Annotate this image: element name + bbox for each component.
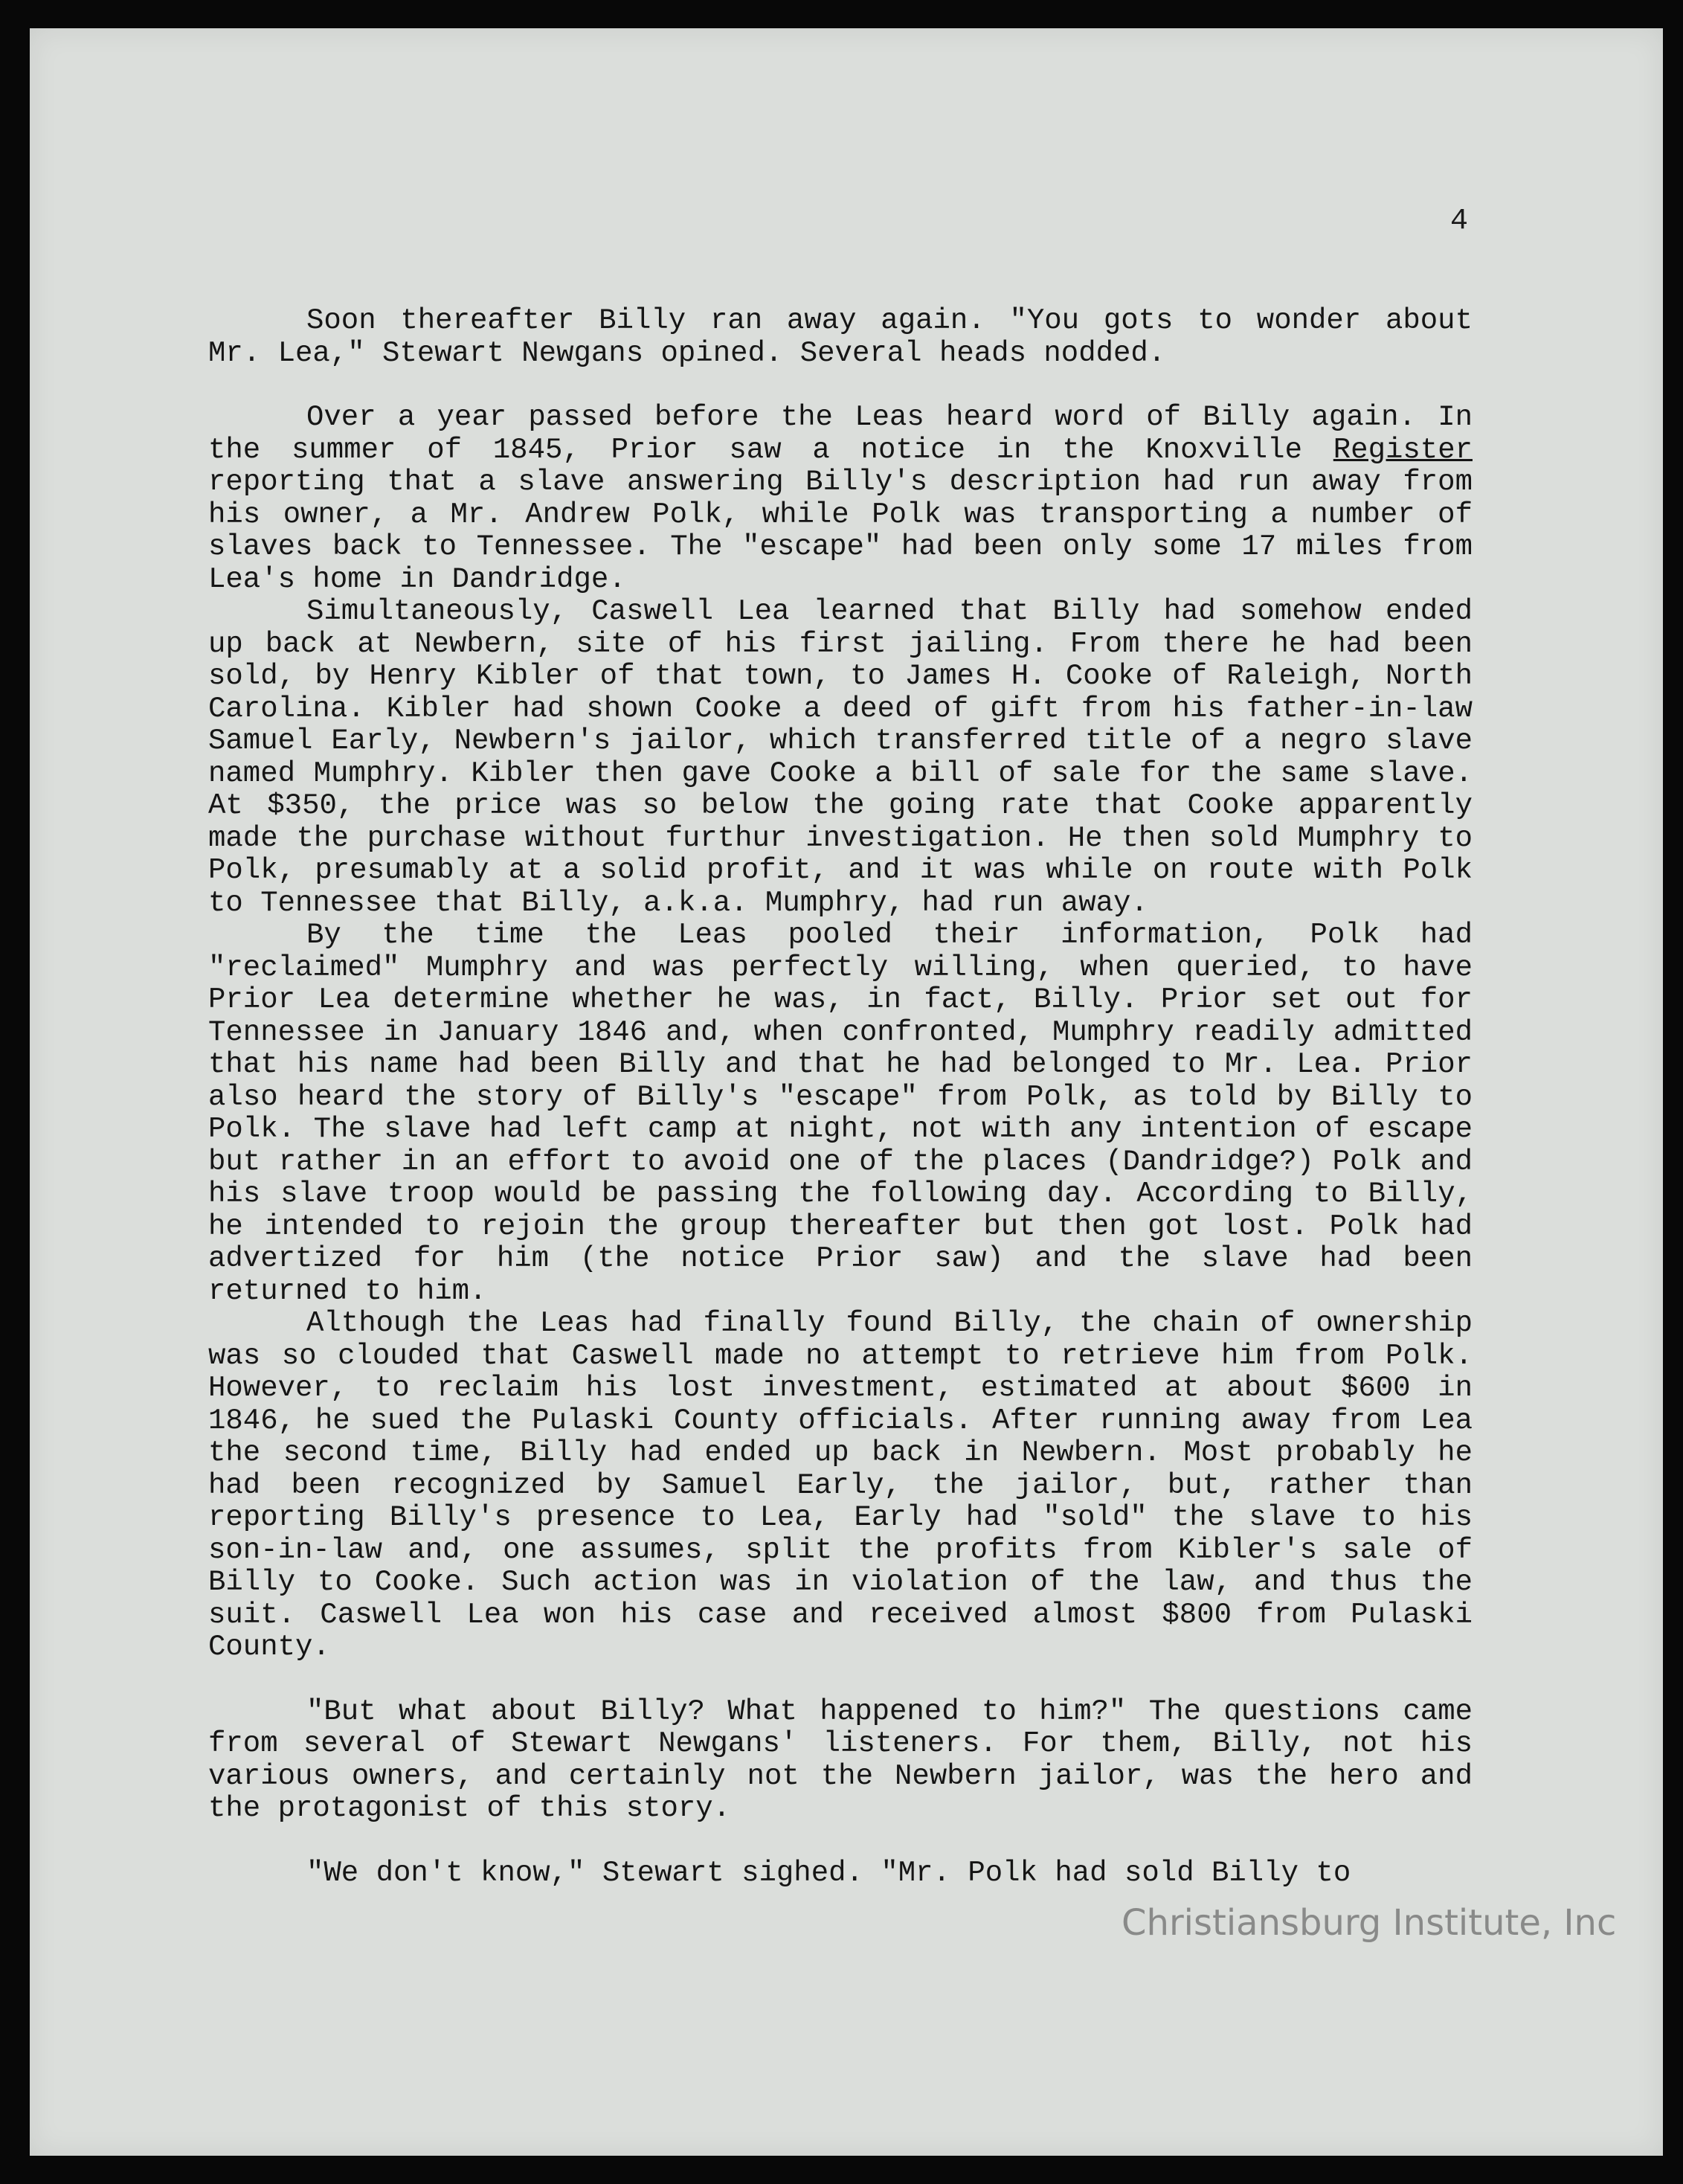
page-number: 4 <box>1450 205 1469 238</box>
paragraph-2 <box>208 402 1473 596</box>
newspaper-title: Register <box>1333 433 1473 466</box>
watermark: Christiansburg Institute, Inc <box>1122 1902 1617 1944</box>
paragraph-3: Simultaneously, Caswell Lea learned that Billy had somehow ended up back at Newbern, site of his first jailing. From there he had been sold, by Henry Kibler of that town, to James H. Cooke of Raleigh, North Carolina. Kibler had shown Cooke a deed of gift from his father-in-law Samuel Early, Newbern's jailor, which transferred title of a negro slave named Mumphry. Kibler then gave Cooke a bill of sale for the same slave. At $350, the price was so below the going rate that Cooke apparently made the purchase without furthur investigation. He then sold Mumphry to Polk, presumably at a solid profit, and it was while on route with Polk to Tennessee that Billy, a.k.a. Mumphry, had run away. <box>208 595 1473 919</box>
paragraph-4: By the time the Leas pooled their information, Polk had "reclaimed" Mumphry and was perfectly willing, when queried, to have Prior Lea determine whether he was, in fact, Billy. Prior set out for Tennessee in January 1846 and, when confronted, Mumphry readily admitted that his name had been Billy and that he had belonged to Mr. Lea. Prior also heard the story of Billy's "escape" from Polk, as told by Billy to Polk. The slave had left camp at night, not with any intention of escape but rather in an effort to avoid one of the places (Dandridge?) Polk and his slave troop would be passing the following day. According to Billy, he intended to rejoin the group thereafter but then got lost. Polk had advertized for him (the notice Prior saw) and the slave had been returned to him. <box>208 919 1473 1308</box>
document-body <box>208 305 1473 1889</box>
paragraph-2-before: Over a year passed before the Leas heard word of Billy again. In the summer of 1845, Prior saw a notice in the Knoxville <box>208 401 1473 466</box>
paragraph-1: Soon thereafter Billy ran away again. "You gots to wonder about Mr. Lea," Stewart Newgans opined. Several heads nodded. <box>208 304 1473 370</box>
paragraph-2-after: reporting that a slave answering Billy's description had run away from his owner, a Mr. Andrew Polk, while Polk was transporting a number of slaves back to Tennessee. The "escape" had been only some 17 miles from Lea's home in Dandridge. <box>208 466 1473 596</box>
paragraph-6: "But what about Billy? What happened to him?" The questions came from several of Stewart Newgans' listeners. For them, Billy, not his various owners, and certainly not the Newbern jailor, was the hero and the protagonist of this story. <box>208 1695 1473 1825</box>
paragraph-7: "We don't know," Stewart sighed. "Mr. Polk had sold Billy to <box>306 1856 1351 1889</box>
paragraph-5: Although the Leas had finally found Billy, the chain of ownership was so clouded that Caswell made no attempt to retrieve him from Polk. However, to reclaim his lost investment, estimated at about $600 in 1846, he sued the Pulaski County officials. After running away from Lea the second time, Billy had ended up back in Newbern. Most probably he had been recognized by Samuel Early, the jailor, but, rather than reporting Billy's presence to Lea, Early had "sold" the slave to his son-in-law and, one assumes, split the profits from Kibler's sale of Billy to Cooke. Such action was in violation of the law, and thus the suit. Caswell Lea won his case and received almost $800 from Pulaski County. <box>208 1307 1473 1663</box>
